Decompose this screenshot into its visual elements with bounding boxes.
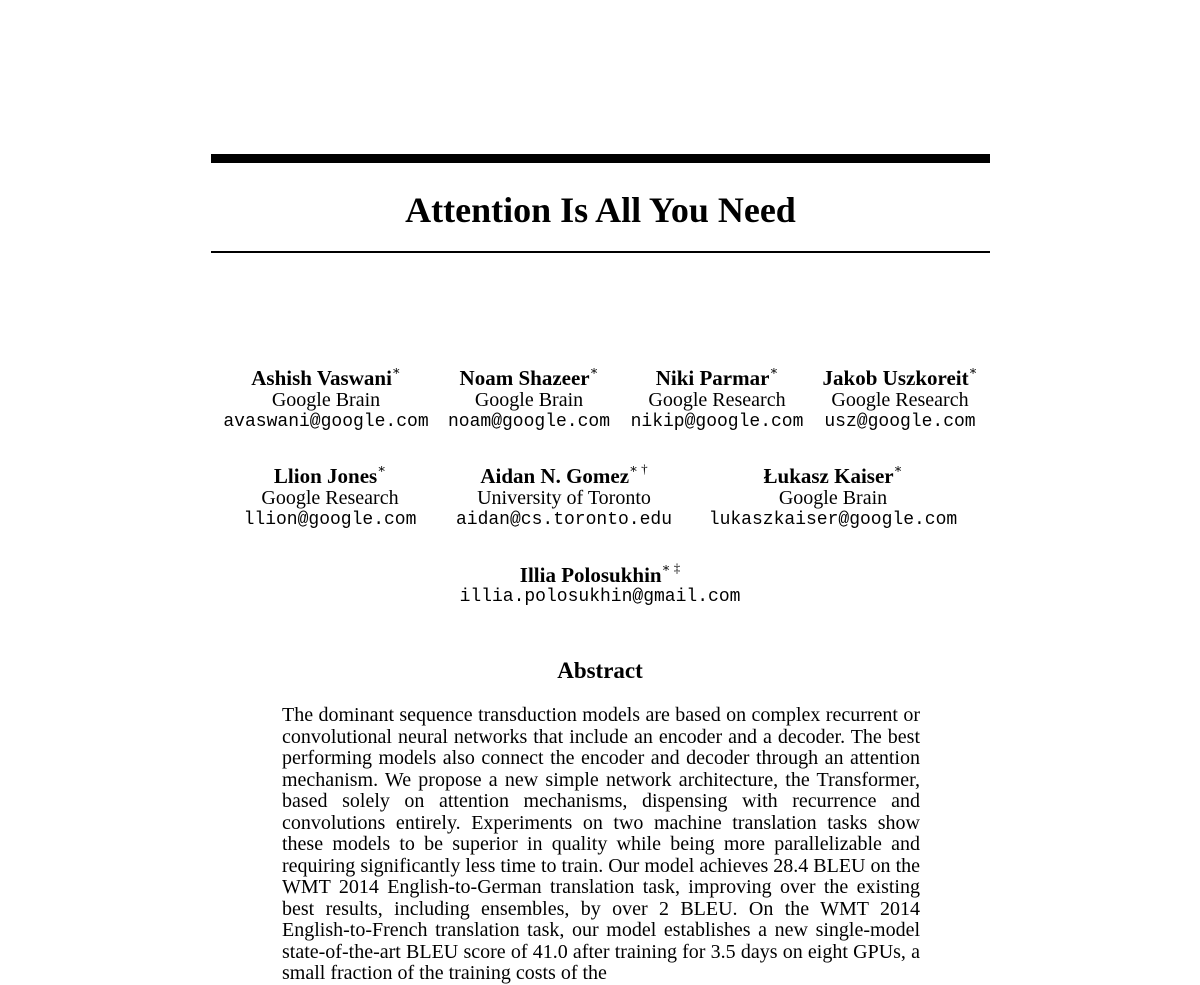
author-affiliation: Google Brain — [778, 487, 888, 509]
author-name: Aidan N. Gomez∗ † — [480, 461, 648, 488]
author-block — [223, 362, 428, 433]
author-name: Niki Parmar∗ — [655, 363, 779, 390]
author-affiliation: Google Brain — [271, 389, 381, 411]
author-block — [460, 559, 741, 608]
author-email: llion@google.com — [243, 510, 417, 530]
author-block — [631, 362, 804, 433]
paper-title: Attention Is All You Need — [405, 190, 796, 230]
author-email: avaswani@google.com — [223, 412, 429, 432]
author-name: Illia Polosukhin∗ ‡ — [519, 560, 681, 587]
author-name: Llion Jones∗ — [273, 461, 387, 488]
author-email: noam@google.com — [447, 412, 611, 432]
author-name: Noam Shazeer∗ — [459, 363, 599, 390]
author-block — [709, 460, 957, 531]
author-email: usz@google.com — [824, 412, 976, 432]
author-block — [823, 362, 978, 433]
author-block — [244, 460, 417, 531]
author-email: illia.polosukhin@gmail.com — [459, 587, 741, 607]
title-top-rule — [211, 154, 990, 163]
author-affiliation: Google Brain — [474, 389, 584, 411]
author-block — [448, 362, 610, 433]
author-affiliation: University of Toronto — [477, 487, 651, 509]
author-email: lukaszkaiser@google.com — [708, 510, 958, 530]
author-email: aidan@cs.toronto.edu — [455, 510, 673, 530]
author-name: Łukasz Kaiser∗ — [763, 461, 903, 488]
author-name: Ashish Vaswani∗ — [251, 363, 401, 390]
title-bottom-rule — [211, 251, 990, 253]
abstract-text: The dominant sequence transduction models are based on complex recurrent or convolutional neural networks that include an encoder and a decoder. The best performing models also connect the encoder and decoder through an attention mechanism. We propose a new simple network architecture, the Transformer, based solely on attention mechanisms, dispensing with recurrence and convolutions entirely. Experiments on two machine translation tasks show these models to be superior in quality while being more parallelizable and requiring significantly less time to train. Our model achieves 28.4 BLEU on the WMT 2014 English-to-German translation task, improving over the existing best results, including ensembles, by over 2 BLEU. On the WMT 2014 English-to-French translation task, our model establishes a new single-model state-of-the-art BLEU score of 41.0 after training for 3.5 days on eight GPUs, a small fraction of the training costs of the — [282, 704, 920, 984]
abstract-heading: Abstract — [557, 658, 643, 683]
author-name: Jakob Uszkoreit∗ — [822, 363, 978, 390]
author-affiliation: Google Research — [831, 389, 969, 411]
author-block — [456, 460, 672, 531]
author-email: nikip@google.com — [630, 412, 804, 432]
author-affiliation: Google Research — [261, 487, 399, 509]
author-affiliation: Google Research — [648, 389, 786, 411]
